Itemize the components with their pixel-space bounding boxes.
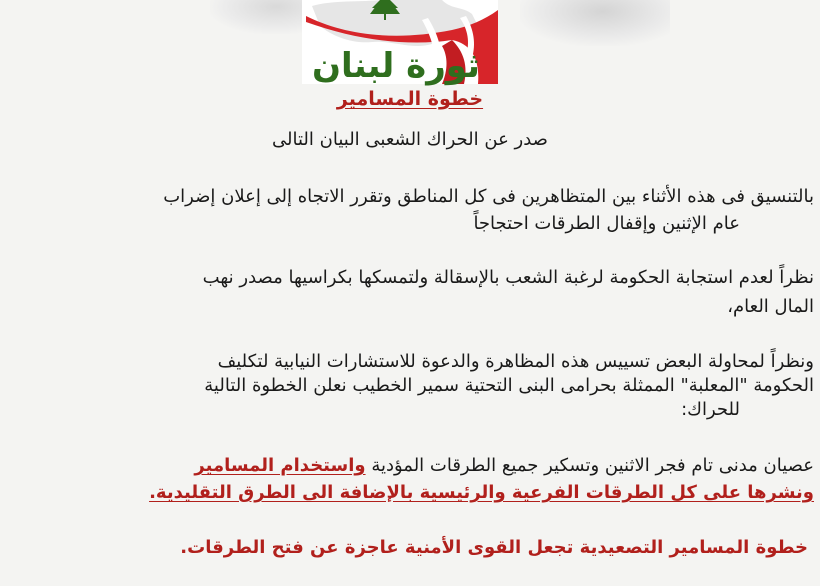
intro-line: صدر عن الحراك الشعبى البيان التالى: [272, 129, 548, 150]
paragraph2-line1: نظراً لعدم استجابة الحكومة لرغبة الشعب بالإسقالة ولتمسكها بكراسيها مصدر نهب: [202, 267, 814, 288]
paragraph1-line2: عام الإثنين وإقفال الطرقات احتجاجاً: [473, 213, 740, 234]
paragraph3-line3: للحراك:: [681, 399, 740, 420]
page-title: خطوة المسامير: [336, 88, 484, 110]
paragraph4-line1: [108, 454, 814, 478]
paragraph3-line1: ونظراً لمحاولة البعض تسييس هذه المظاهرة والدعوة للاستشارات النيابية لتكليف: [217, 351, 814, 372]
paragraph2-line2: المال العام،: [727, 296, 814, 317]
paragraph4-line2: ونشرها على كل الطرقات الفرعية والرئيسية بالإضافة الى الطرق التقليدية.: [149, 482, 814, 503]
map-shape-right: [520, 0, 670, 46]
logo-text: ثورة لبنان: [312, 46, 480, 86]
highlight-nails: واستخدام المسامير: [194, 455, 366, 476]
paragraph3-line2: الحكومة "المعلبة" الممثلة بحرامى البنى التحتية سمير الخطيب نعلن الخطوة التالية: [204, 375, 814, 396]
paragraph5-line: خطوة المسامير التصعيدية تجعل القوى الأمنية عاجزة عن فتح الطرقات.: [180, 537, 808, 558]
paragraph1-line1: بالتنسيق فى هذه الأثناء بين المتظاهرين فى كل المناطق وتقرر الاتجاه إلى إعلان إضراب: [163, 186, 814, 207]
paragraph4-text: عصيان مدنى تام فجر الاثنين وتسكير جميع الطرقات المؤدية: [371, 455, 814, 476]
